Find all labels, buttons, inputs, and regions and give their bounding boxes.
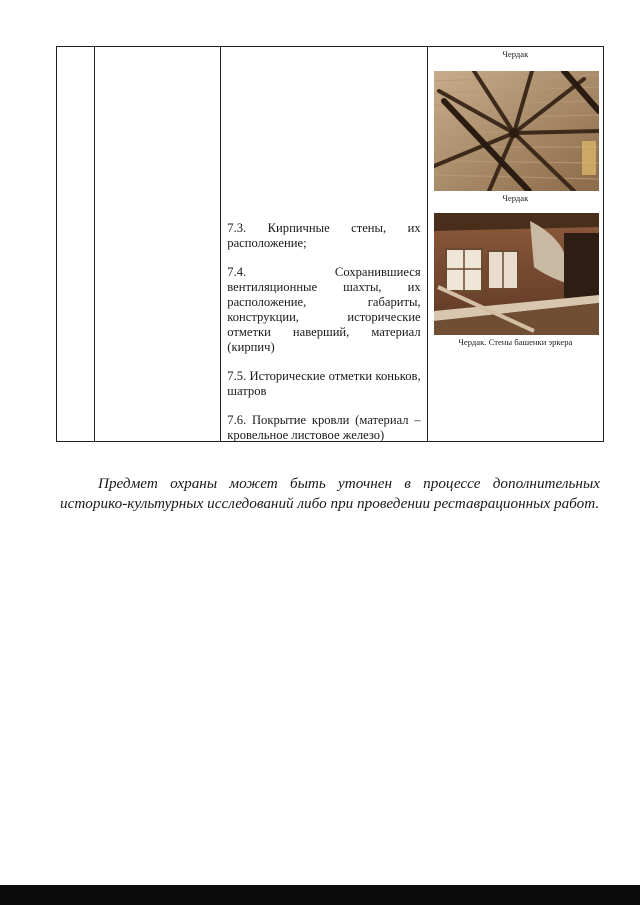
attic-roof-truss-image xyxy=(434,71,599,191)
subject-item-7-6: 7.6. Покрытие кровли (материал – кровельное листовое железо) xyxy=(227,413,421,442)
attic-roof-truss-photo xyxy=(434,71,599,191)
attic-photo-caption-bottom: Чердак xyxy=(502,193,529,203)
oriel-walls-caption: Чердак. Стены башенки эркера xyxy=(458,337,573,347)
number-cell xyxy=(57,47,95,442)
subject-item-7-5: 7.5. Исторические отметки коньков, шатров xyxy=(227,369,421,398)
name-cell xyxy=(95,47,221,442)
photo-cell xyxy=(427,47,603,442)
scan-bottom-edge xyxy=(0,885,640,905)
attic-photo-caption-top: Чердак xyxy=(502,49,529,59)
subject-item-7-3: 7.3. Кирпичные стены, их расположение; xyxy=(227,221,421,250)
subject-description-cell xyxy=(221,47,427,442)
attic-oriel-walls-image xyxy=(434,213,599,335)
protection-subject-note: Предмет охраны может быть уточнен в процессе дополнительных историко-культурных исследований либо при проведении реставрационных работ. xyxy=(60,475,600,513)
attic-oriel-walls-photo xyxy=(434,213,599,335)
subject-list xyxy=(227,221,420,443)
protection-subject-table xyxy=(56,46,604,442)
subject-item-7-4: 7.4. Сохранившиеся вентиляционные шахты, их расположение, габариты, конструкции, исторические отметки наверший, материал (кирпич) xyxy=(227,265,421,354)
